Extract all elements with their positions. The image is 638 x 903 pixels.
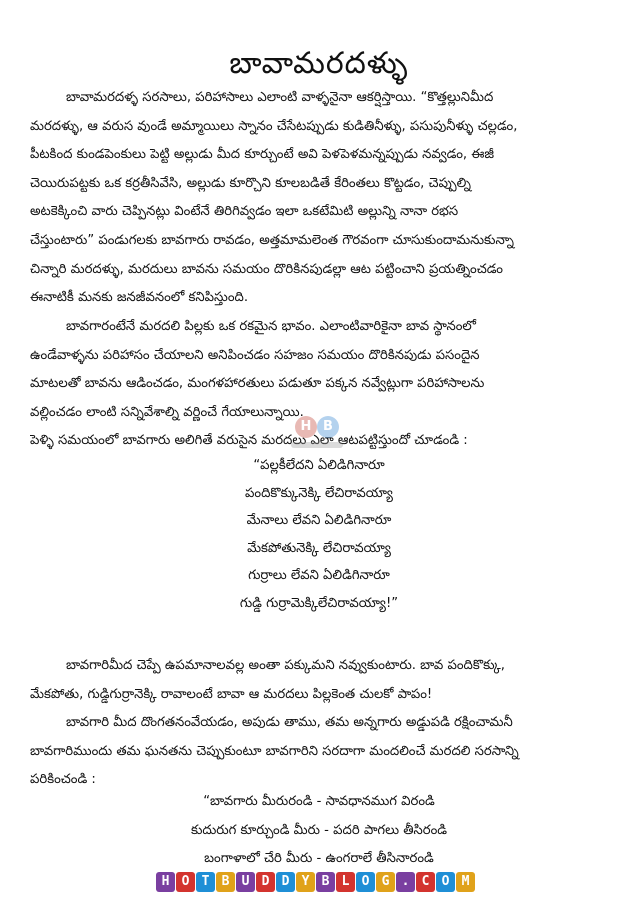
poem-line: “పల్లకీలేదని ఏలిడిగినారూ <box>253 458 385 473</box>
text-line: మాటలతో బావను ఆడించడం, మంగళహారతులు పడుతూ పక్కన నవ్వేట్లుగా పరిహాసాలను <box>30 376 485 392</box>
text-line: అటకెక్కించి వారు చెప్పినట్లు వింటేనే తిరిగివ్వడం ఇలా ఒకటేమిటి అల్లున్ని నానా రభస <box>30 204 459 220</box>
poem-line: మేనాలు లేవని ఏలిడిగినారూ <box>246 513 392 529</box>
footer-letter-tile: O <box>436 872 455 892</box>
page-title: బావామరదళ్ళు <box>229 46 409 82</box>
watermark-h-badge: H <box>295 416 317 438</box>
footer-letter-tile: B <box>316 872 335 892</box>
text-line: మేకపోతు, గుడ్డిగుర్రానెక్కి రావాలంటే బావా ఆ మరదలు పిల్లకెంత చులకో పాపం! <box>30 686 433 702</box>
text-line: పీటకింద కుండపెంకులు పెట్టి అల్లుడు మీద కూర్చుంటే అవి పెళపెళమన్నప్పుడు నవ్వడం, ఈజీ <box>30 147 495 163</box>
footer-letter-tile: M <box>456 872 475 892</box>
footer-letter-tile: Y <box>296 872 315 892</box>
text-line: ఈనాటికీ మనకు జనజీవనంలో కనిపిస్తుంది. <box>30 290 249 306</box>
paragraph-1 <box>30 84 610 313</box>
paragraph-3 <box>30 652 610 795</box>
poem-line: మేకపోతునెక్కి లేచిరావయ్యా <box>247 540 391 556</box>
poem-line: గుర్రాలు లేవని ఏలిడిగినారూ <box>248 568 390 584</box>
footer-letter-tile: O <box>176 872 195 892</box>
text-line: పెళ్ళి సమయంలో బావగారు అలిగితే వరుసైన మరదలు ఎలా ఆటపట్టిస్తుందో చూడండి : <box>30 433 468 449</box>
footer-letter-tile: L <box>336 872 355 892</box>
footer-letter-tile: G <box>376 872 395 892</box>
hotbuddyblog-footer-banner <box>156 872 475 894</box>
poem-line: బంగాళాలో చేరి మీరు - ఉంగరాలే తీసినారండి <box>204 851 434 867</box>
poem-line: “బావగారు మీరురండి - సావధానముగ విరండి <box>203 794 435 809</box>
text-line: బావగారిముందు తమ ఘనతను చెప్పుకుంటూ బావగారిని సరదాగా మందలించే మరదలి సరసాన్ని <box>30 743 519 759</box>
poem-2 <box>0 788 638 874</box>
poem-1 <box>0 452 638 618</box>
footer-letter-tile: U <box>236 872 255 892</box>
footer-letter-tile: B <box>216 872 235 892</box>
text-line: చేస్తుంటారు” పండుగలకు బావగారు రావడం, అత్తమామలెంత గౌరవంగా చూసుకుందామనుకున్నా <box>30 232 514 248</box>
text-line: చిన్నారి మరదళ్ళు, మరదులు బావను సమయం దొరికినపుడల్లా ఆట పట్టించాని ప్రయత్నించడం <box>30 261 503 277</box>
footer-letter-tile: H <box>156 872 175 892</box>
footer-letter-tile: . <box>396 872 415 892</box>
text-line: పరికించండి : <box>30 772 96 788</box>
text-line: బావగారి మీద దొంగతనంవేయడం, అపుడు తాము, తమ అన్నగారు అడ్డుపడి రక్షించామనీ <box>66 715 513 731</box>
poem-line: పందికొక్కునెక్కి లేచిరావయ్యా <box>245 485 393 501</box>
text-line: బావామరదళ్ళ సరసాలు, పరిహాసాలు ఎలాంటి వాళ్ళనైనా ఆకర్షిస్తాయి. “కొత్తల్లునిమీద <box>66 90 494 105</box>
footer-letter-tile: C <box>416 872 435 892</box>
footer-letter-tile: O <box>356 872 375 892</box>
footer-letter-tile: D <box>276 872 295 892</box>
watermark-bar <box>291 442 343 448</box>
poem-line: గుడ్డి గుర్రామెక్కిలేచిరావయ్యా!” <box>239 595 399 611</box>
text-line: బావగారంటేనే మరదలి పిల్లకు ఒక రకమైన భావం. ఎలాంటివారికైనా బావ స్థానంలో <box>66 319 477 334</box>
text-line: బావగారిమీద చెప్పే ఉపమానాలవల్ల అంతా పక్కుమని నవ్వుకుంటారు. బావ పందికొక్కు, <box>66 658 505 673</box>
footer-letter-tile: T <box>196 872 215 892</box>
text-line: ఉండేవాళ్ళను పరిహాసం చేయాలని అనిపించడం సహజం సమయం దొరికినపుడు పసందైన <box>30 347 480 363</box>
poem-line: కుదురుగ కూర్చుండి మీరు - పదరి పాగలు తీసిరండి <box>190 822 448 838</box>
watermark-b-badge: B <box>317 416 339 438</box>
text-line: చెయిరుపట్టకు ఒక కర్రతీసివేసి, అల్లుడు కూర్చొని కూలబడితే కేరింతలు కొట్టడం, చెప్పుల్ని <box>30 175 471 191</box>
text-line: వల్లించడం లాంటి సన్నివేశాల్ని వర్ణించే గేయాలున్నాయి. <box>30 404 304 420</box>
footer-letter-tile: D <box>256 872 275 892</box>
text-line: మరదళ్ళు, ఆ వరుస వుండే అమ్మాయిలు స్నానం చేసేటప్పుడు కుడితినీళ్ళు, పసుపునీళ్ళు చల్లడం, <box>30 118 518 134</box>
